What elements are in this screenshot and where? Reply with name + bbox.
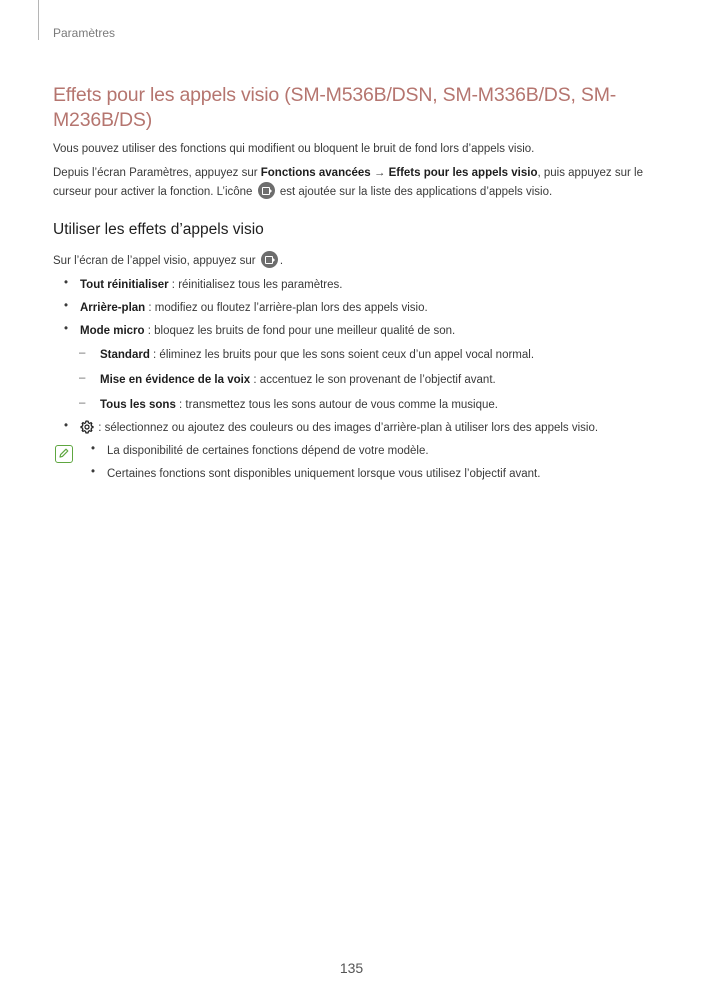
note-item: Certaines fonctions sont disponibles uniquement lorsque vous utilisez l’objectif avant. [107,468,541,480]
instructions-paragraph: Depuis l’écran Paramètres, appuyez sur Fonctions avancées → Effets pour les appels visio, puis appuyez sur le curseur pour activer la fonction. L’icône est ajoutée sur la liste des applications d’appels visio. [53,167,643,198]
sub-list-item: Tous les sons : transmettez tous les sons autour de vous comme la musique. [100,399,498,411]
video-call-effects-icon [261,251,278,268]
sub-list-item: Mise en évidence de la voix : accentuez le son provenant de l’objectif avant. [100,374,496,386]
page-title: Effets pour les appels visio (SM-M536B/DSN, SM-M336B/DS, SM-M236B/DS) [53,84,617,131]
pencil-icon [56,446,71,461]
note-item: La disponibilité de certaines fonctions dépend de votre modèle. [107,445,429,457]
menu-advanced-features: Fonctions avancées [260,167,371,179]
section-header: Paramètres [53,26,116,40]
video-call-effects-icon [258,182,275,199]
menu-video-call-effects: Effets pour les appels visio [388,167,538,179]
subsection-title: Utiliser les effets d’appels visio [53,221,264,238]
bullet-icon: • [91,466,96,478]
dash-icon: – [79,347,86,359]
list-item: Arrière-plan : modifiez ou floutez l’arrière-plan lors des appels visio. [80,302,428,314]
header-divider [38,0,39,40]
intro-paragraph: Vous pouvez utiliser des fonctions qui modifient ou bloquent le bruit de fond lors d’appels visio. [53,143,535,155]
bullet-icon: • [64,420,69,432]
bullet-icon: • [64,323,69,335]
list-item: Tout réinitialiser : réinitialisez tous les paramètres. [80,279,343,291]
bullet-icon: • [91,443,96,455]
bullet-icon: • [64,277,69,289]
note-icon [55,445,73,463]
subsection-lead: Sur l’écran de l’appel visio, appuyez sur . [53,251,283,269]
list-item: Mode micro : bloquez les bruits de fond pour une meilleur qualité de son. [80,325,456,337]
dash-icon: – [79,372,86,384]
list-item: : sélectionnez ou ajoutez des couleurs ou des images d’arrière-plan à utiliser lors des appels visio. [80,420,598,436]
page-number: 135 [339,960,364,976]
dash-icon: – [79,397,86,409]
sub-list-item: Standard : éliminez les bruits pour que les sons soient ceux d’un appel vocal normal. [100,349,535,361]
bullet-icon: • [64,300,69,312]
gear-icon [80,420,94,434]
